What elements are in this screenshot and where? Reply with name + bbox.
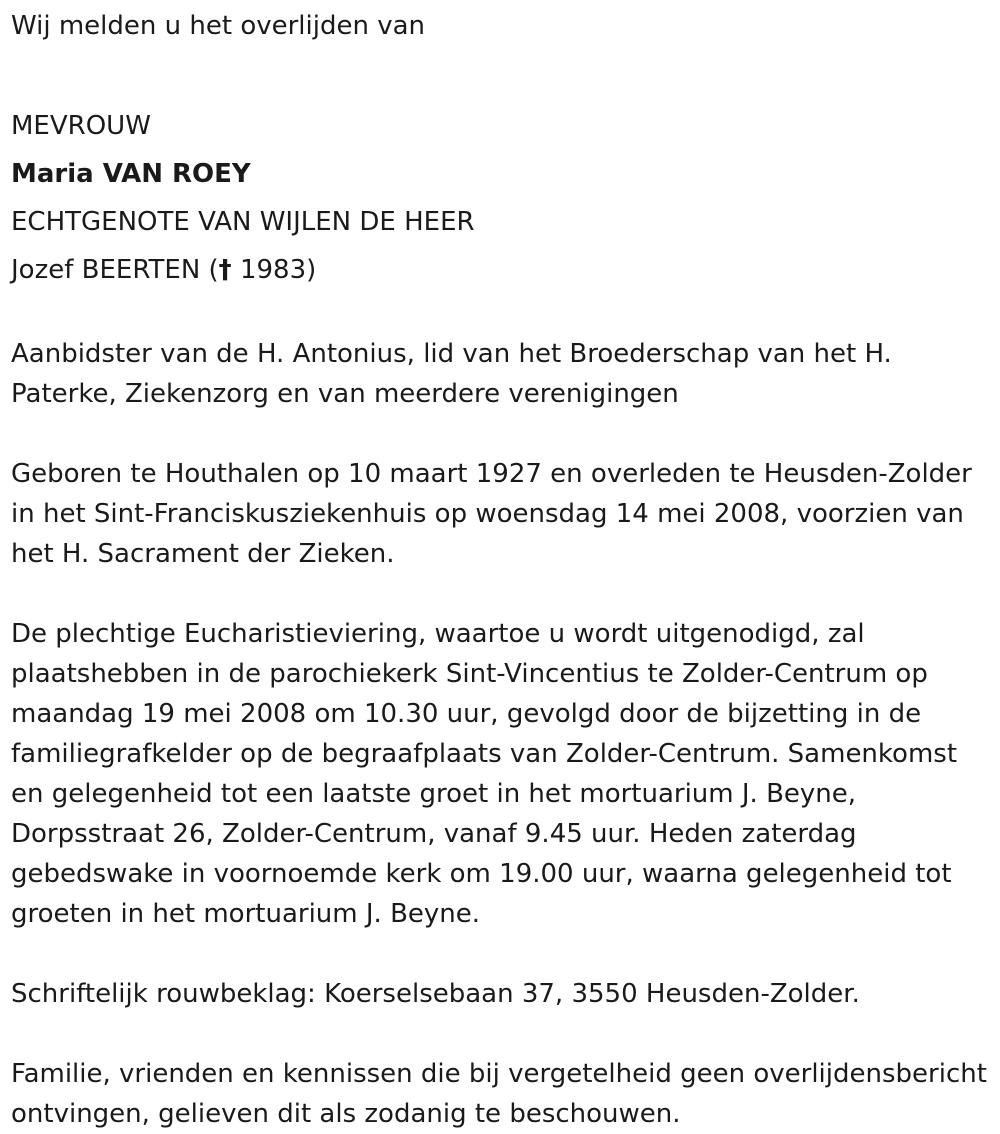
cross-symbol: † (218, 255, 232, 285)
obituary-notice (11, 6, 995, 1134)
spouse-name: Jozef BEERTEN ( (11, 255, 219, 285)
ceremony-paragraph: De plechtige Eucharistieviering, waartoe u wordt uitgenodigd, zal plaatshebben in de parochiekerk Sint-Vincentius te Zolder-Centrum op maandag 19 mei 2008 om 10.30 uur, gevolgd door de bijzetting in de familiegrafkelder op de begraafplaats van Zolder-Centrum. Samenkomst en gelegenheid tot een laatste groet in het mortuarium J. Beyne, Dorpsstraat 26, Zolder-Centrum, vanaf 9.45 uur. Heden zaterdag gebedswake in voornoemde kerk om 19.00 uur, waarna gelegenheid tot groeten in het mortuarium J. Beyne. (11, 619, 958, 929)
closing-paragraph: Familie, vrienden en kennissen die bij vergetelheid geen overlijdensbericht ontvingen, gelieven dit als zodanig te beschouwen. (11, 1059, 987, 1129)
deceased-name: Maria VAN ROEY (11, 159, 251, 189)
relation-line: ECHTGENOTE VAN WIJLEN DE HEER (11, 207, 475, 237)
title-line: MEVROUW (11, 111, 151, 141)
spouse-year: 1983) (239, 255, 317, 285)
intro-line: Wij melden u het overlijden van (11, 11, 426, 41)
condolences-paragraph: Schriftelijk rouwbeklag: Koerselsebaan 37, 3550 Heusden-Zolder. (11, 979, 860, 1009)
affiliations-paragraph: Aanbidster van de H. Antonius, lid van het Broederschap van het H. Paterke, Ziekenzorg en van meerdere verenigingen (11, 339, 892, 409)
spouse-line (11, 246, 995, 294)
birth-death-paragraph: Geboren te Houthalen op 10 maart 1927 en overleden te Heusden-Zolder in het Sint-Franciskusziekenhuis op woensdag 14 mei 2008, voorzien van het H. Sacrament der Zieken. (11, 459, 972, 569)
